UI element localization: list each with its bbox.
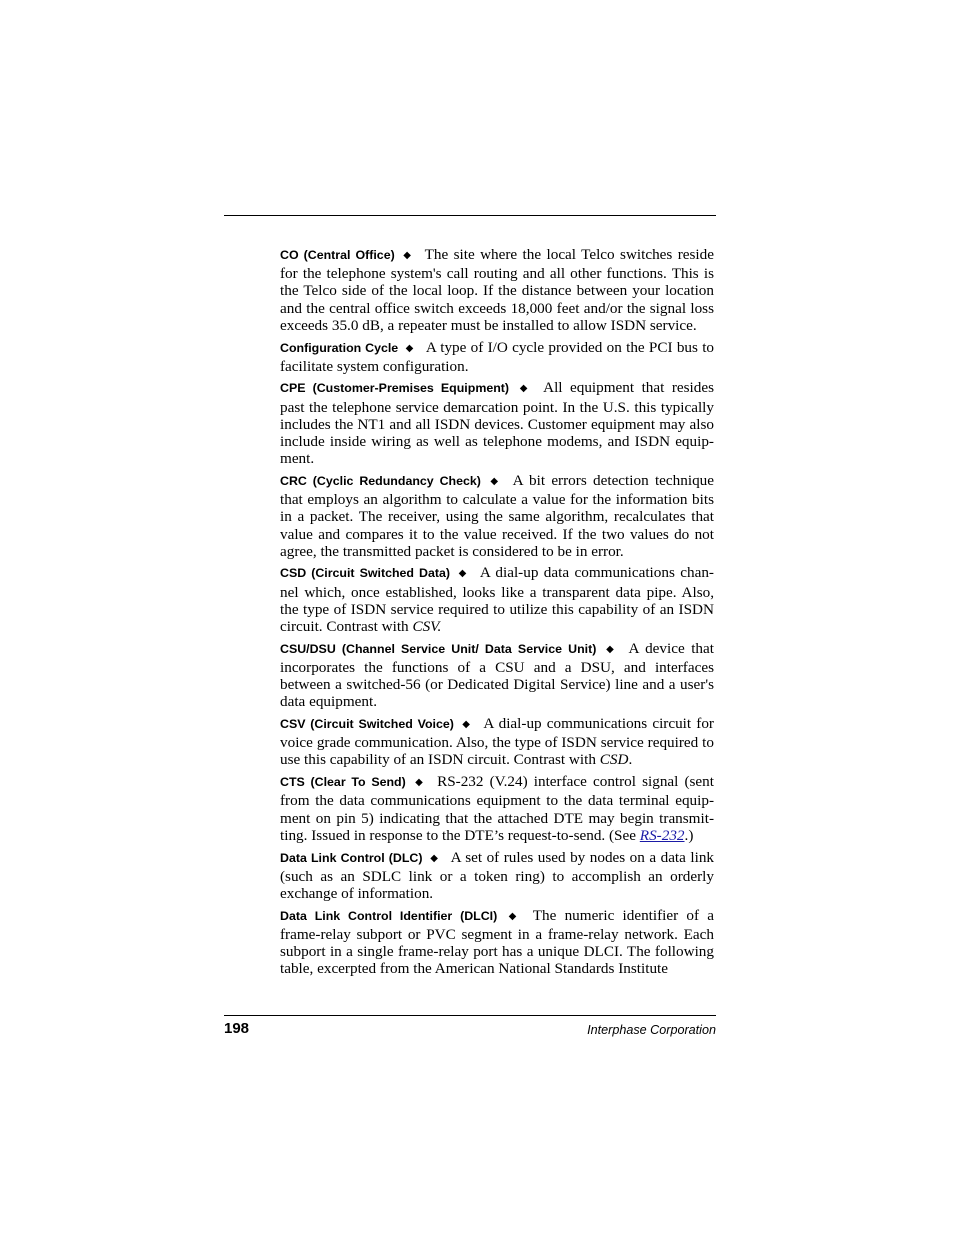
definition-text: The numeric identifier of a frame-relay subport or PVC segment in a frame-relay network. Each subport in a single frame-relay port has a unique DLCI. The following table, excerpted from the American National Standards Institute (280, 906, 714, 978)
term-label: Data Link Control (DLC) (280, 850, 423, 865)
glossary-entry-dlci (280, 907, 714, 978)
diamond-icon: ◆ (405, 342, 414, 354)
diamond-icon: ◆ (516, 383, 532, 395)
definition-end: . (628, 751, 633, 769)
glossary-entry-csu-dsu (280, 640, 714, 711)
diamond-icon: ◆ (460, 719, 472, 731)
glossary-entry-dlc (280, 849, 714, 903)
term-label: CRC (Cyclic Redundancy Check) (280, 473, 481, 488)
definition-text: A dial-up data communications chan-nel which, once established, looks like a transparent data pipe. Also, the type of ISDN service required to utilize this capability of an ISDN circuit. Contrast with (280, 564, 714, 636)
term-label: CO (Central Office) (280, 248, 395, 262)
definition-text: A type of I/O cycle provided on the PCI bus to facilitate system configuration. (280, 338, 715, 375)
definition-text: A bit errors detection technique that employs an algorithm to calculate a value for the information bits in a packet. The receiver, using the same algorithm, recalculates that value and compares it to the value received. If the two values do not agree, the transmitted packet is considered to be in error. (280, 471, 714, 560)
glossary-content (280, 246, 714, 982)
definition-text: All equipment that resides past the telephone service demarcation point. In the U.S. this typically includes the NT1 and all ISDN devices. Customer equipment may also include inside wiring as well as telephone modems, and ISDN equip-ment. (280, 379, 714, 468)
term-label: CSV (Circuit Switched Voice) (280, 717, 454, 732)
diamond-icon: ◆ (487, 475, 501, 487)
diamond-icon: ◆ (401, 250, 413, 261)
term-label: CSU/DSU (Channel Service Unit/ Data Service Unit) (280, 641, 597, 656)
header-rule (224, 215, 716, 216)
definition-text: The site where the local Telco switches reside for the telephone system's call routing and all other functions. This is the Telco side of the local loop. If the distance between your location and the central office switch exceeds 18,000 feet and/or the signal loss exceeds 35.0 dB, a repeater must be installed to allow ISDN service. (280, 246, 714, 334)
footer-rule (224, 1015, 716, 1016)
rs-232-link[interactable]: RS-232 (639, 826, 685, 844)
cross-reference-text: CSD (599, 751, 629, 769)
term-label: Data Link Control Identifier (DLCI) (280, 908, 498, 923)
cross-reference-text: CSV. (412, 618, 442, 636)
term-label: Configuration Cycle (280, 340, 399, 355)
glossary-entry-csv (280, 715, 714, 769)
term-label: CSD (Circuit Switched Data) (280, 566, 450, 581)
diamond-icon: ◆ (457, 568, 468, 580)
definition-text: A set of rules used by nodes on a data link (such as an SDLC link or a token ring) to accomplish an orderly exchange of information. (280, 848, 715, 902)
glossary-entry-configuration-cycle (280, 339, 714, 375)
term-label: CTS (Clear To Send) (280, 775, 406, 790)
glossary-entry-crc (280, 472, 714, 560)
diamond-icon: ◆ (603, 643, 617, 655)
company-name: Interphase Corporation (587, 1023, 716, 1037)
definition-end: .) (684, 826, 694, 844)
definition-text: RS-232 (V.24) interface control signal (sent from the data communications equipment to the data terminal equip-ment on pin 5) indicating that the attached DTE may begin transmit-ting. Issued in response to the DTE’s request-to-send. (See (280, 773, 714, 844)
diamond-icon: ◆ (504, 910, 521, 922)
glossary-entry-csd (280, 564, 714, 635)
page-number: 198 (224, 1020, 250, 1037)
diamond-icon: ◆ (429, 852, 439, 864)
definition-text: A device that incorporates the functions of a CSU and a DSU, and interfaces between a switched-56 (or Dedicated Digital Service) line and a user's data equipment. (280, 639, 714, 711)
term-label: CPE (Customer-Premises Equipment) (280, 381, 510, 396)
glossary-entry-co (280, 246, 714, 334)
definition-text: A dial-up communications circuit for voice grade communication. Also, the type of ISDN service required to use this capability of an ISDN circuit. Contrast with (280, 715, 714, 769)
diamond-icon: ◆ (412, 777, 426, 789)
glossary-entry-cpe (280, 379, 714, 467)
glossary-entry-cts (280, 773, 714, 844)
